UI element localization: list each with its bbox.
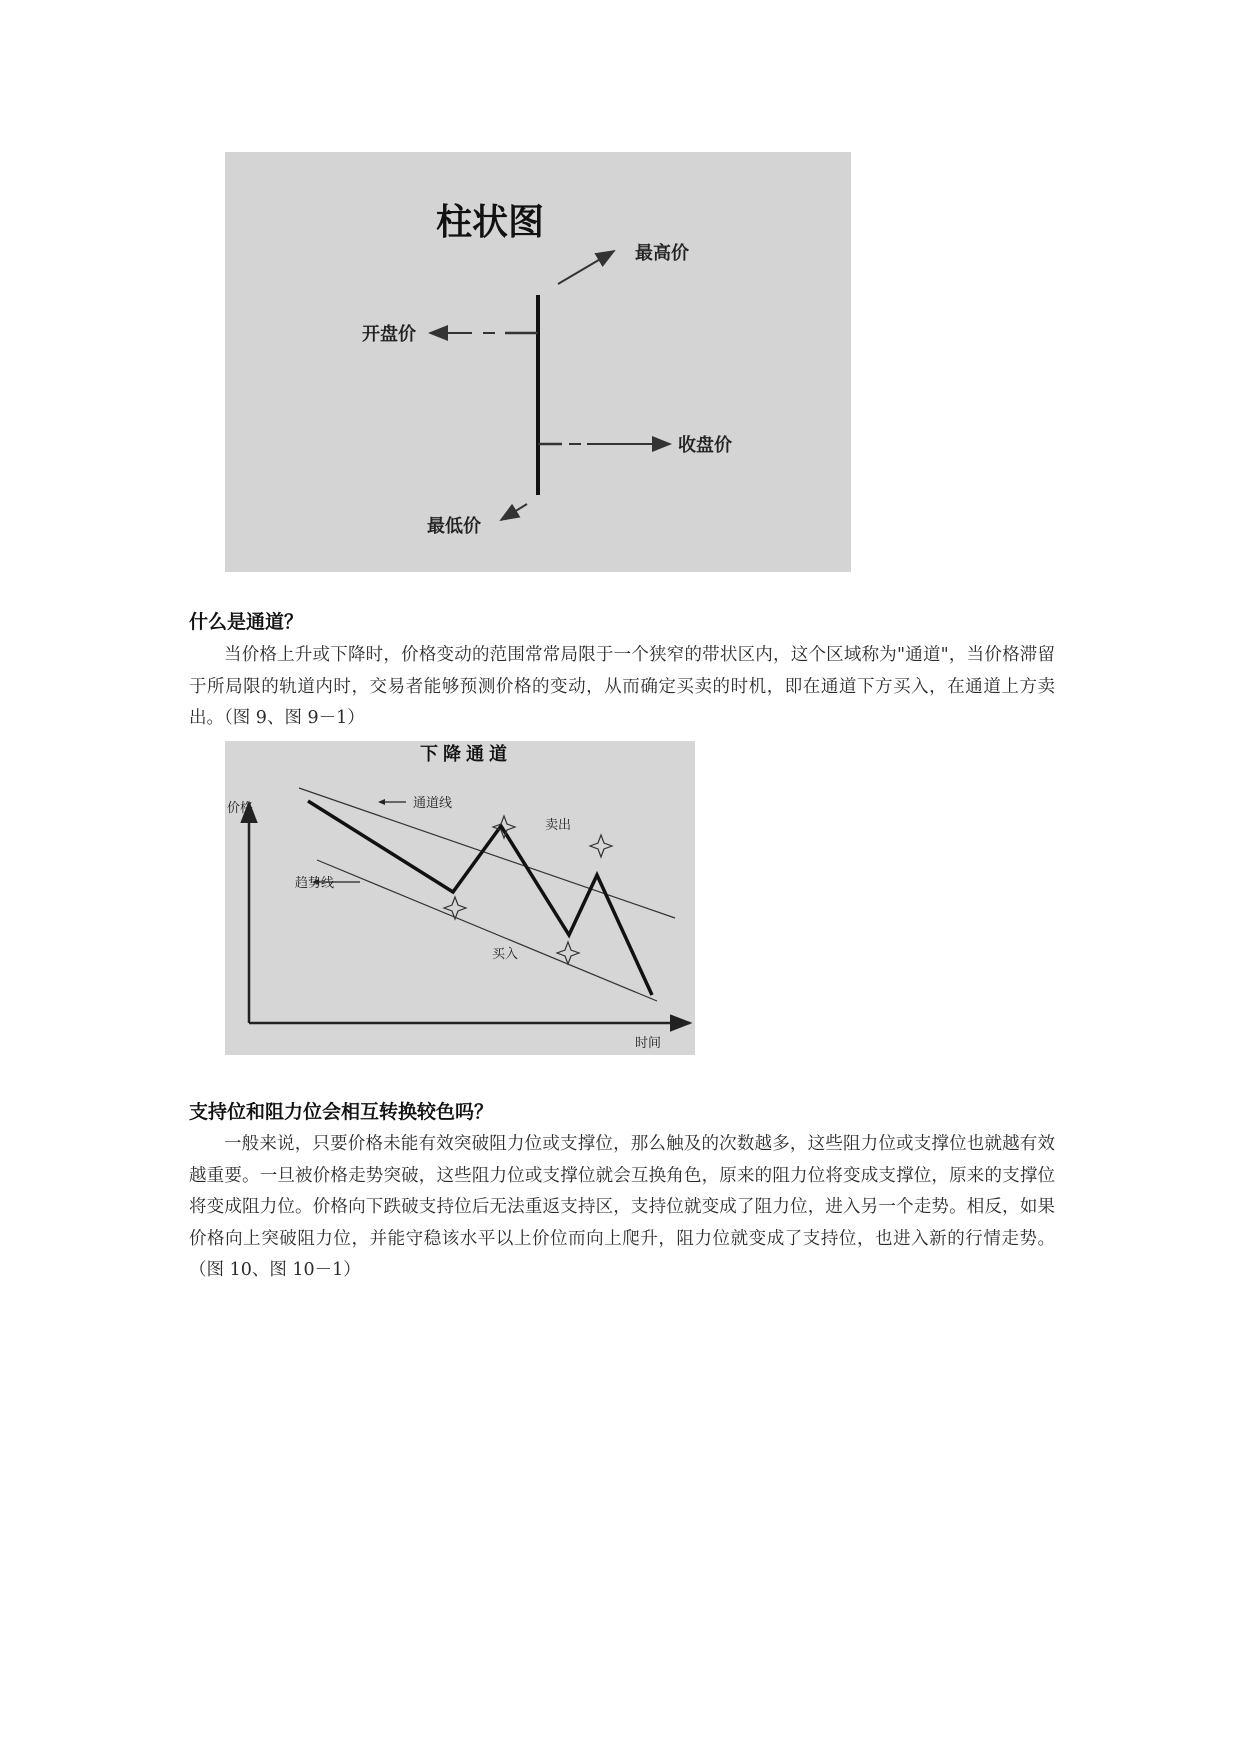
high-label: 最高价	[635, 243, 689, 264]
open-label: 开盘价	[362, 324, 416, 345]
close-label: 收盘价	[678, 435, 732, 456]
descending-channel-diagram-svg	[225, 741, 695, 1055]
sell-label: 卖出	[545, 818, 572, 833]
descending-channel-diagram	[225, 741, 695, 1055]
y-axis-label: 价格	[227, 801, 254, 816]
buy-label: 买入	[492, 947, 519, 962]
diagram-title: 柱状图	[436, 202, 545, 243]
bar-chart-diagram	[225, 152, 851, 572]
low-arrow	[501, 504, 527, 520]
channel-line	[299, 788, 675, 918]
paragraph-channel: 当价格上升或下降时，价格变动的范围常常局限于一个狭窄的带状区内，这个区域称为"通道"，当价格滞留于所局限的轨道内时，交易者能够预测价格的变动，从而确定买卖的时机，即在通道下方买入，在通道上方卖出。（图 9、图 9－1）	[189, 645, 1055, 728]
trend-line	[317, 860, 657, 1001]
channel-line-pointer-head	[378, 799, 385, 805]
bar-chart-diagram-svg	[225, 152, 851, 572]
price-path	[308, 801, 652, 995]
section-heading-channel: 什么是通道？	[189, 611, 304, 633]
sell-marker-2	[590, 835, 612, 857]
x-axis-label: 时间	[635, 1036, 662, 1051]
channel-diagram-title: 下降通道	[420, 744, 512, 765]
channel-line-label: 通道线	[413, 796, 453, 811]
low-label: 最低价	[427, 516, 481, 537]
paragraph-support-resistance: 一般来说，只要价格未能有效突破阻力位或支撑位，那么触及的次数越多，这些阻力位或支撑位也就越有效越重要。一旦被价格走势突破，这些阻力位或支撑位就会互换角色，原来的阻力位将变成支撑位，原来的支撑位将变成阻力位。价格向下跌破支持位后无法重返支持区，支持位就变成了阻力位，进入另一个走势。相反，如果价格向上突破阻力位，并能守稳该水平以上价位而向上爬升，阻力位就变成了支持位，也进入新的行情走势。（图 10、图 10－1）	[189, 1134, 1055, 1280]
trend-line-label: 趋势线	[295, 876, 335, 891]
buy-marker-1	[444, 897, 466, 919]
high-arrow	[558, 251, 614, 284]
section-heading-support-resistance: 支持位和阻力位会相互转换较色吗？	[189, 1101, 494, 1123]
